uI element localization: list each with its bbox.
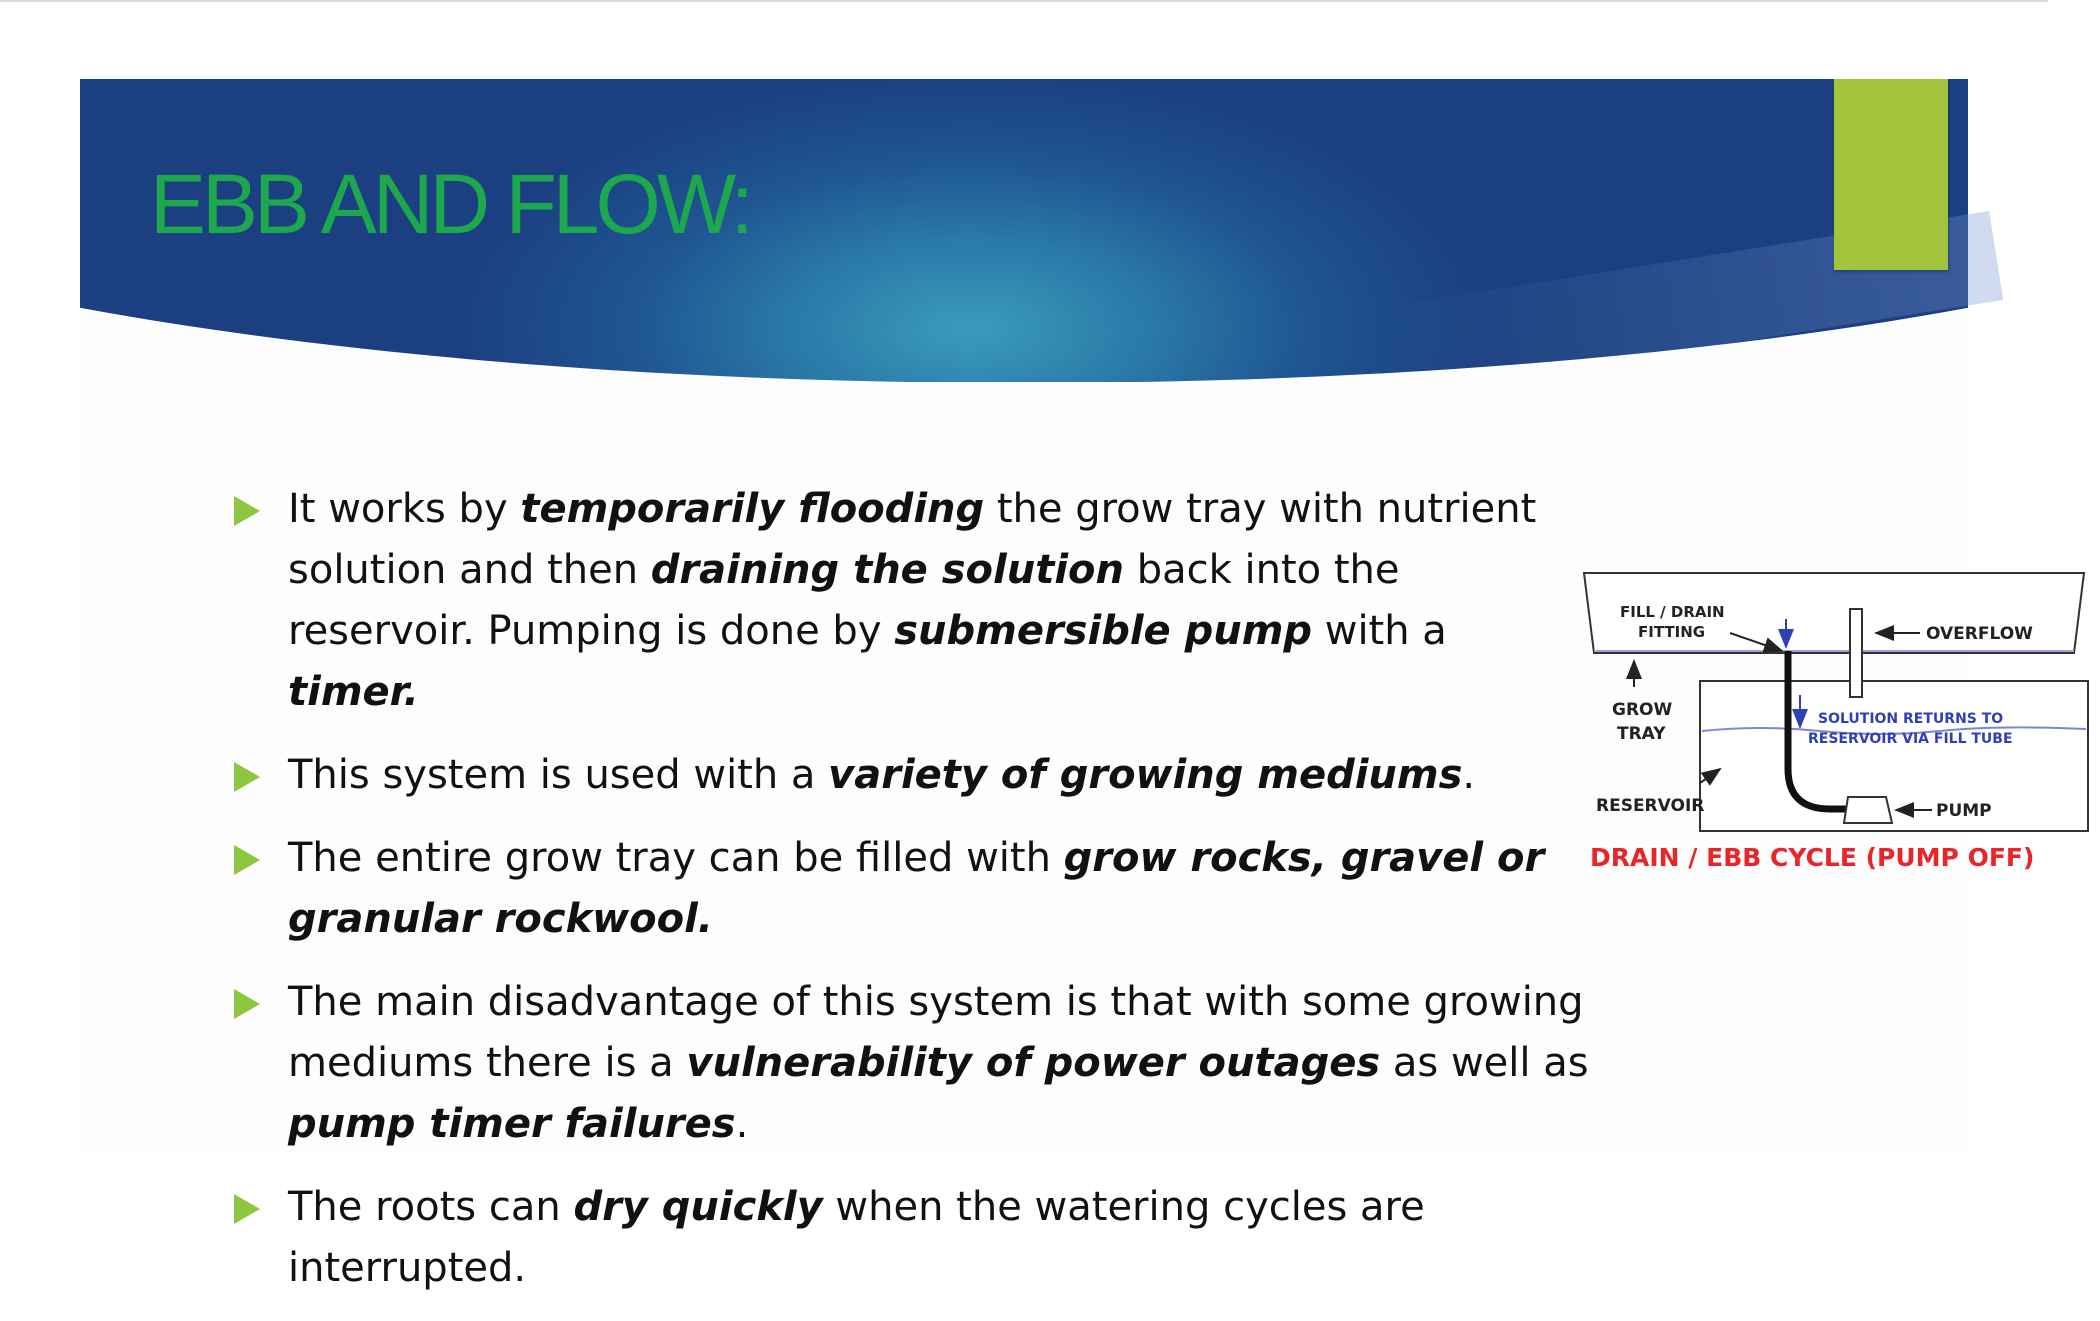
green-accent-tab <box>1834 79 1948 270</box>
bullet-emphasis-text: variety of growing mediums <box>828 752 1463 798</box>
bullet-list <box>230 479 1590 1321</box>
bullet-text: It works by <box>288 486 521 532</box>
bullet-text: This system is used with a <box>288 752 829 798</box>
fitting-label: FITTING <box>1638 623 1706 641</box>
bullet-item <box>230 828 1590 950</box>
overflow-pipe <box>1850 609 1862 697</box>
bullet-text: back into the reservoir. Pumping is done by <box>288 547 1400 654</box>
bullet-emphasis-text: draining the solution <box>650 547 1124 593</box>
bullet-text: The main disadvantage of this system is that with some growing mediums there is a <box>288 979 1584 1086</box>
bullet-text: The roots can <box>288 1184 574 1230</box>
bullet-item <box>230 972 1590 1155</box>
reservoir-shape <box>1700 681 2088 831</box>
bullet-text: the grow tray with nutrient solution and then <box>288 486 1537 593</box>
solution-label-line1: SOLUTION RETURNS TO <box>1818 711 2004 727</box>
bullet-emphasis-text: grow rocks, gravel or granular rockwool. <box>288 835 1545 942</box>
bullet-emphasis-text: submersible pump <box>894 608 1313 654</box>
top-border-line <box>0 0 2048 2</box>
bullet-emphasis-text: vulnerability of power outages <box>686 1040 1381 1086</box>
bullet-item <box>230 1177 1590 1299</box>
pump-label: PUMP <box>1936 801 1992 821</box>
bullet-triangle-icon <box>234 989 260 1019</box>
bullet-emphasis-text: pump timer failures <box>288 1101 736 1147</box>
overflow-label: OVERFLOW <box>1926 624 2033 644</box>
fill-drain-label: FILL / DRAIN <box>1620 603 1725 621</box>
bullet-emphasis-text: temporarily flooding <box>520 486 985 532</box>
reservoir-label: RESERVOIR <box>1596 796 1705 816</box>
bullet-text: as well as <box>1380 1040 1589 1086</box>
bullet-triangle-icon <box>234 1194 260 1224</box>
bullet-triangle-icon <box>234 762 260 792</box>
diagram-caption: DRAIN / EBB CYCLE (PUMP OFF) <box>1590 843 2035 872</box>
bullet-item <box>230 479 1590 723</box>
grow-label: GROW <box>1612 700 1673 720</box>
bullet-item <box>230 745 1590 806</box>
bullet-text: . <box>735 1101 749 1147</box>
bullet-emphasis-text: dry quickly <box>573 1184 823 1230</box>
bullet-emphasis-text: timer. <box>288 669 419 715</box>
tray-label: TRAY <box>1617 724 1666 744</box>
bullet-text: when the watering cycles are interrupted. <box>288 1184 1425 1291</box>
ebb-flow-diagram <box>1580 569 2100 889</box>
bullet-text: The entire grow tray can be filled with <box>288 835 1064 881</box>
slide <box>80 79 2035 1291</box>
solution-label-line2: RESERVOIR VIA FILL TUBE <box>1808 731 2013 747</box>
bullet-triangle-icon <box>234 845 260 875</box>
bullet-triangle-icon <box>234 496 260 526</box>
bullet-text: with a <box>1312 608 1447 654</box>
bullet-text: . <box>1462 752 1476 798</box>
pump-shape <box>1844 797 1892 823</box>
slide-title: EBB AND FLOW: <box>150 157 750 251</box>
